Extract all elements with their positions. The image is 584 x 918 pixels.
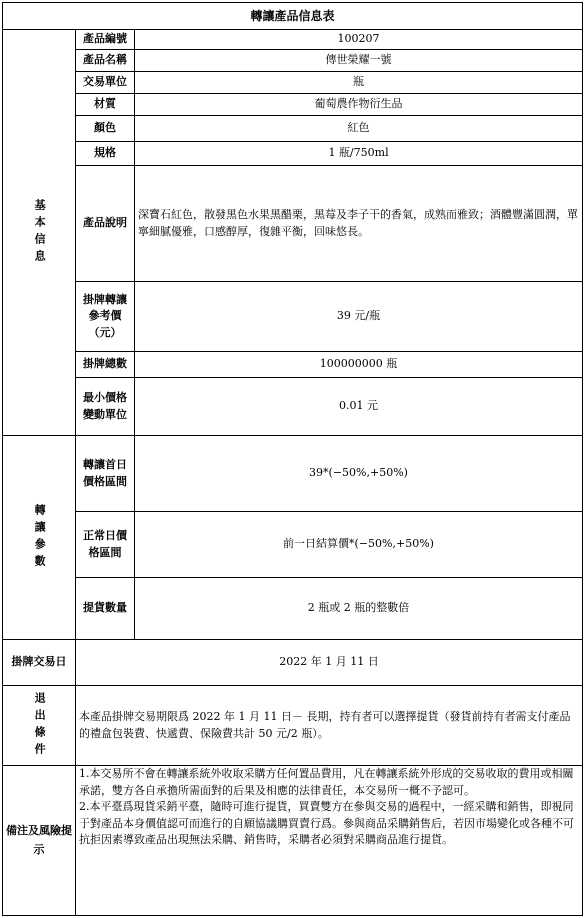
listing-date-label: 掛牌交易日 bbox=[3, 640, 76, 686]
section-basic-info: 基本信息 bbox=[3, 30, 76, 436]
row-label: 顏色 bbox=[76, 116, 135, 142]
row-label: 材質 bbox=[76, 94, 135, 116]
exit-conditions-value: 本產品掛牌交易期限爲 2022 年 1 月 11 日－ 長期，持有者可以選擇提貨（發貨前持有者需支付產品的禮盒包裝費、快遞費、保險費共計 50 元/2 瓶）。 bbox=[76, 686, 583, 766]
table-row bbox=[3, 30, 583, 50]
note-item: 2.本平臺爲現貨采銷平臺，隨時可進行提貨，買賣雙方在參與交易的過程中，一經采購和銷售，即視同于對產品本身價值認可而進行的自願協議購買賣行爲。參與商品采購銷售后，若因市場變化或各種不可抗拒因素導致產品出現無法采購、銷售時，采購者必須對采購商品進行提貨。 bbox=[79, 800, 574, 846]
row-value: 100000000 瓶 bbox=[135, 352, 583, 378]
row-label: 掛牌總數 bbox=[76, 352, 135, 378]
row-label: 掛牌轉讓參考價（元） bbox=[76, 282, 135, 352]
row-value: 1 瓶/750ml bbox=[135, 142, 583, 166]
product-info-table bbox=[2, 2, 583, 916]
row-value: 前一日結算價*(−50%,+50%) bbox=[135, 512, 583, 578]
row-value: 100207 bbox=[135, 30, 583, 50]
notes-value bbox=[76, 766, 583, 916]
table-row bbox=[3, 640, 583, 686]
table-title: 轉讓產品信息表 bbox=[3, 3, 583, 30]
table-row bbox=[3, 766, 583, 916]
product-info-sheet bbox=[2, 2, 582, 916]
row-value: 39 元/瓶 bbox=[135, 282, 583, 352]
row-label: 最小價格變動單位 bbox=[76, 378, 135, 436]
table-row bbox=[3, 578, 583, 640]
row-value: 2 瓶或 2 瓶的整數倍 bbox=[135, 578, 583, 640]
row-label: 產品編號 bbox=[76, 30, 135, 50]
row-value: 0.01 元 bbox=[135, 378, 583, 436]
notes-label: 備注及風險提示 bbox=[3, 766, 76, 916]
section-transfer-params: 轉讓參數 bbox=[3, 436, 76, 640]
row-label: 產品名稱 bbox=[76, 50, 135, 72]
table-row bbox=[3, 50, 583, 72]
row-label: 交易單位 bbox=[76, 72, 135, 94]
row-value: 紅色 bbox=[135, 116, 583, 142]
exit-conditions-label: 退出條件 bbox=[3, 686, 76, 766]
table-row bbox=[3, 166, 583, 282]
table-row bbox=[3, 282, 583, 352]
product-description: 深寶石紅色，散發黑色水果黑醋栗，黑莓及李子干的香氣，成熟而雅致；酒體豐滿圓潤，單寧細膩優雅，口感醇厚，復雜平衡，回味悠長。 bbox=[135, 166, 583, 282]
title-row bbox=[3, 3, 583, 30]
table-row bbox=[3, 72, 583, 94]
row-value: 傳世榮耀一號 bbox=[135, 50, 583, 72]
table-row bbox=[3, 686, 583, 766]
row-label: 提貨數量 bbox=[76, 578, 135, 640]
table-row bbox=[3, 94, 583, 116]
row-label: 正常日價格區間 bbox=[76, 512, 135, 578]
note-item: 1.本交易所不會在轉讓系統外收取采購方任何置品費用，凡在轉讓系統外形成的交易收取的費用或相關承諾，雙方各自承擔所需面對的后果及相應的法律責任，本交易所一概不予認可。 bbox=[79, 767, 574, 797]
table-row bbox=[3, 142, 583, 166]
table-row bbox=[3, 116, 583, 142]
row-value: 瓶 bbox=[135, 72, 583, 94]
row-label: 產品說明 bbox=[76, 166, 135, 282]
row-label: 規格 bbox=[76, 142, 135, 166]
row-value: 39*(−50%,+50%) bbox=[135, 436, 583, 512]
row-value: 葡萄農作物衍生品 bbox=[135, 94, 583, 116]
table-row bbox=[3, 436, 583, 512]
table-row bbox=[3, 378, 583, 436]
table-row bbox=[3, 352, 583, 378]
listing-date-value: 2022 年 1 月 11 日 bbox=[76, 640, 583, 686]
row-label: 轉讓首日價格區間 bbox=[76, 436, 135, 512]
table-row bbox=[3, 512, 583, 578]
